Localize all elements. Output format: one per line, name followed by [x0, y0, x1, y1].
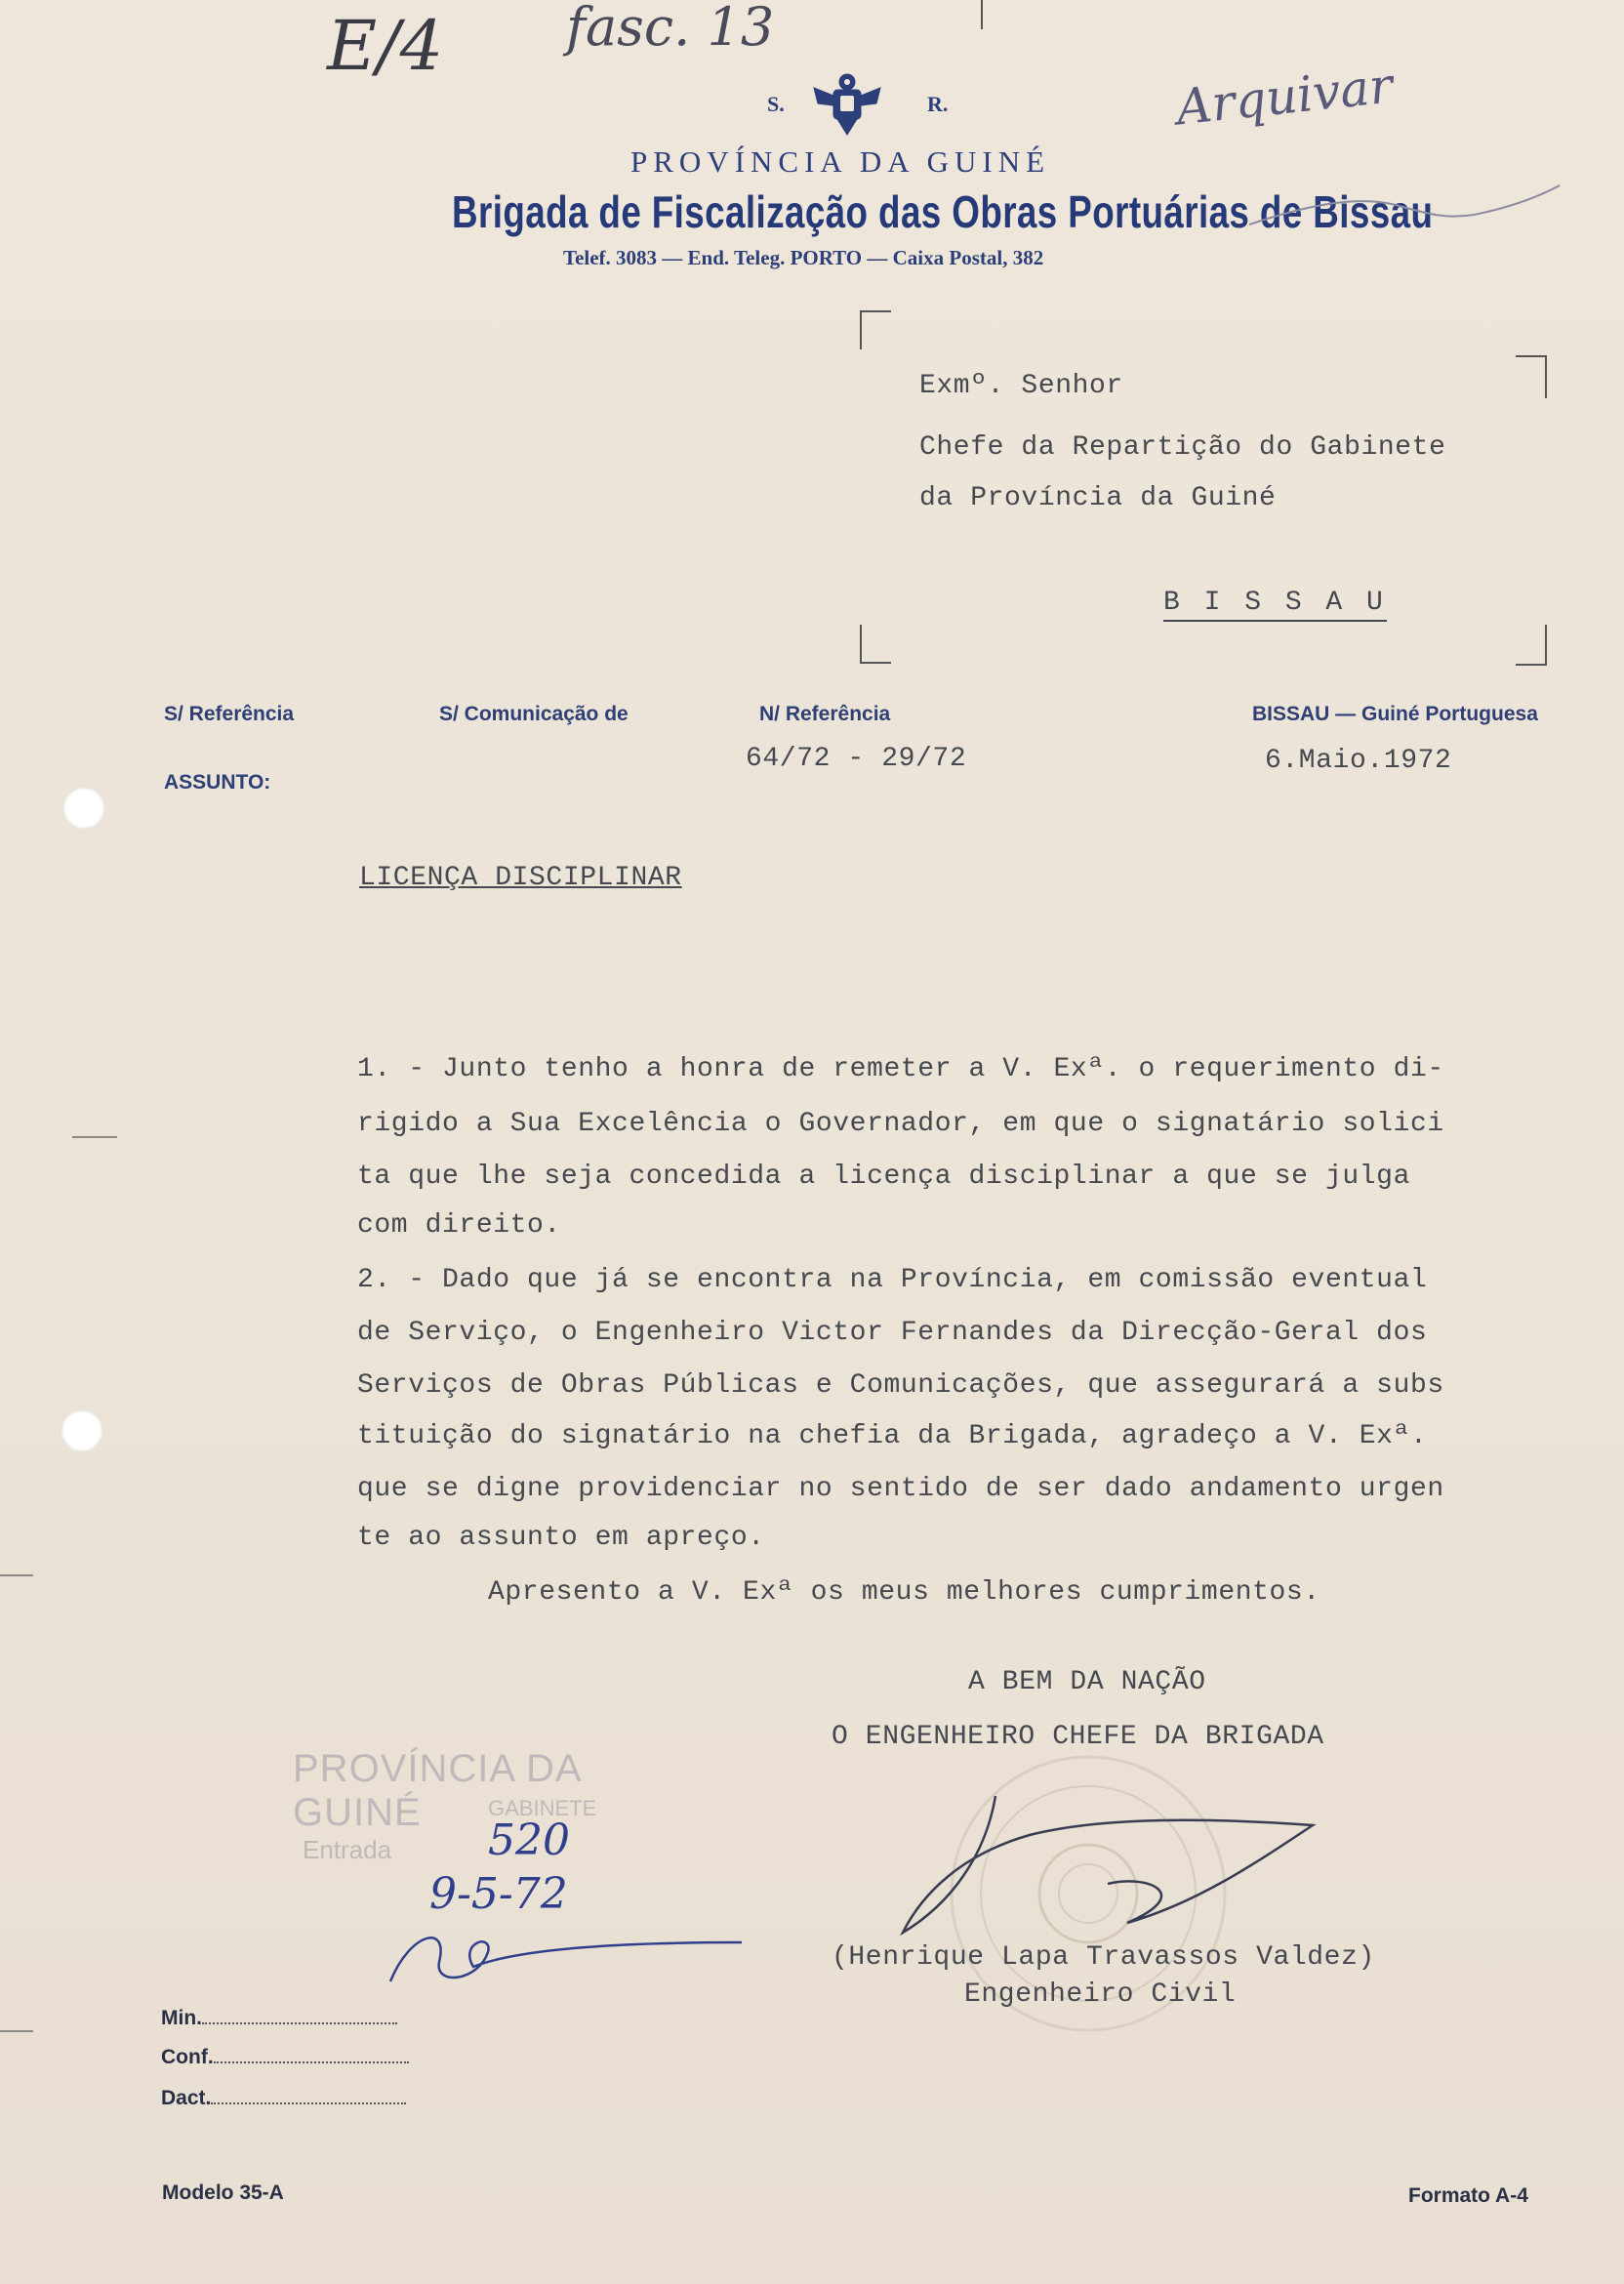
date-value: 6.Maio.1972	[1265, 746, 1452, 776]
registry-number: 520	[488, 1815, 570, 1865]
dact-field	[161, 2087, 406, 2110]
window-corner-bottom-left	[860, 625, 891, 664]
s-referencia-label: S/ Referência	[164, 703, 295, 725]
handwritten-file-note: fasc. 13	[566, 0, 775, 58]
body-line-4: com direito.	[357, 1210, 561, 1241]
body-line-11: Apresento a V. Exª os meus melhores cumprimentos.	[488, 1577, 1320, 1608]
body-line-6: de Serviço, o Engenheiro Victor Fernandes da Direcção-Geral dos	[357, 1318, 1428, 1348]
punch-hole-top	[62, 787, 105, 830]
body-line-3: ta que lhe seja concedida a licença disciplinar a que se julga	[357, 1162, 1410, 1192]
signatory-name: (Henrique Lapa Travassos Valdez)	[832, 1942, 1375, 1973]
signatory-title: Engenheiro Civil	[964, 1979, 1237, 2010]
place-label: BISSAU — Guiné Portuguesa	[1252, 703, 1538, 725]
min-label: Min.	[161, 2007, 202, 2029]
top-tick-mark	[981, 0, 983, 29]
address-city: B I S S A U	[1163, 588, 1387, 622]
s-comunicacao-label: S/ Comunicação de	[439, 703, 629, 725]
conf-line	[214, 2061, 409, 2063]
n-referencia-label: N/ Referência	[759, 703, 891, 725]
fold-mark-2	[0, 1574, 33, 1576]
closing-line2: O ENGENHEIRO CHEFE DA BRIGADA	[832, 1722, 1324, 1752]
assunto-label: ASSUNTO:	[164, 771, 271, 794]
letterhead-r: R.	[927, 92, 949, 116]
conf-field	[161, 2046, 409, 2069]
window-corner-top-left	[860, 310, 891, 349]
registry-initials-icon	[381, 1913, 751, 1991]
body-line-7: Serviços de Obras Públicas e Comunicações, que assegurará a subs	[357, 1370, 1444, 1401]
fold-mark-3	[0, 2030, 33, 2032]
fold-mark-1	[72, 1136, 117, 1138]
n-referencia-value: 64/72 - 29/72	[746, 744, 967, 774]
window-corner-bottom-right	[1516, 625, 1547, 666]
handwritten-file-ref: E/4	[327, 6, 444, 86]
punch-hole-bottom	[61, 1409, 103, 1452]
min-field	[161, 2007, 397, 2030]
registry-date: 9-5-72	[429, 1869, 568, 1919]
min-line	[202, 2022, 397, 2024]
registry-stamp-line3: Entrada	[303, 1835, 392, 1864]
handwritten-archive-note: Arquivar	[1173, 57, 1396, 137]
conf-label: Conf.	[161, 2046, 214, 2068]
registry-stamp-line1: PROVÍNCIA DA GUINÉ	[293, 1747, 581, 1834]
body-line-9: que se digne providenciar no sentido de ser dado andamento urgen	[357, 1474, 1444, 1504]
letterhead-province: PROVÍNCIA DA GUINÉ	[630, 144, 1051, 179]
model-label: Modelo 35-A	[162, 2182, 284, 2204]
subject-line: LICENÇA DISCIPLINAR	[359, 863, 682, 893]
address-line2: da Província da Guiné	[919, 483, 1277, 513]
body-line-10: te ao assunto em apreço.	[357, 1523, 765, 1553]
body-line-1: 1. - Junto tenho a honra de remeter a V. Exª. o requerimento di-	[357, 1054, 1444, 1084]
body-line-8: tituição do signatário na chefia da Brigada, agradeço a V. Exª.	[357, 1421, 1428, 1451]
pencil-stroke	[1249, 176, 1562, 244]
format-label: Formato A-4	[1408, 2184, 1528, 2207]
letterhead-organization: Brigada de Fiscalização das Obras Portuárias de Bissau	[452, 186, 1434, 237]
body-line-5: 2. - Dado que já se encontra na Província, em comissão eventual	[357, 1265, 1428, 1295]
dact-line	[211, 2102, 406, 2104]
dact-label: Dact.	[161, 2087, 212, 2109]
address-salutation: Exmº. Senhor	[919, 371, 1123, 401]
letterhead-contact: Telef. 3083 — End. Teleg. PORTO — Caixa Postal, 382	[563, 246, 1044, 269]
window-corner-top-right	[1516, 355, 1547, 398]
body-line-2: rigido a Sua Excelência o Governador, em que o signatário solici	[357, 1109, 1444, 1139]
closing-line1: A BEM DA NAÇÃO	[968, 1667, 1206, 1697]
letterhead-s: S.	[767, 92, 785, 116]
coat-of-arms-icon	[810, 66, 884, 141]
registry-stamp-line2: GABINETE	[488, 1796, 597, 1820]
address-line1: Chefe da Repartição do Gabinete	[919, 432, 1446, 463]
